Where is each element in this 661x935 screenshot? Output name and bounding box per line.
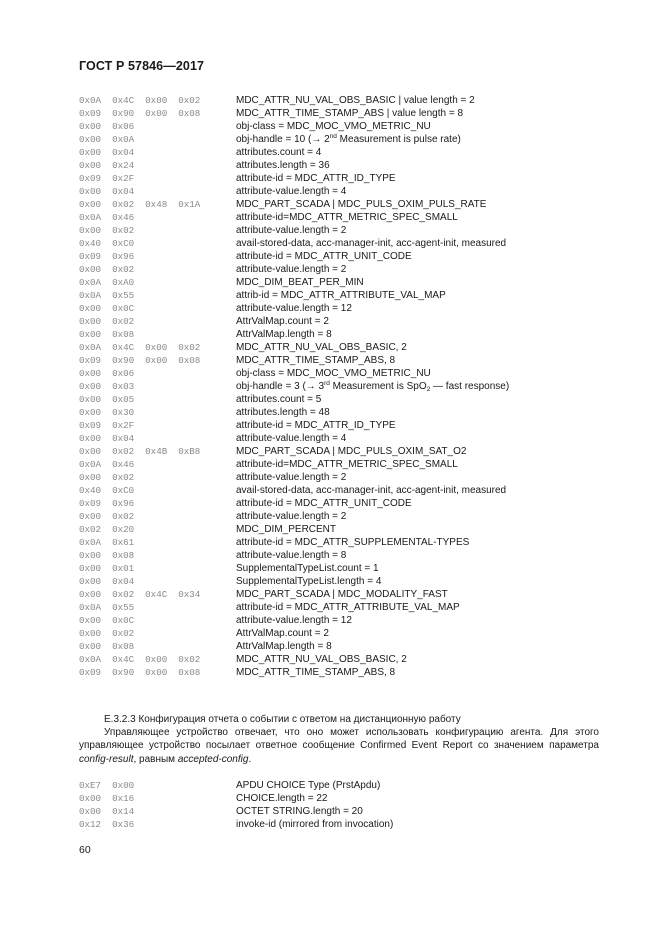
- table-row: [79, 146, 599, 159]
- byte-description: avail-stored-data, acc-manager-init, acc-agent-init, measured: [236, 238, 507, 249]
- table-row: [79, 380, 599, 393]
- hex-bytes: 0x00 0x0C: [79, 615, 135, 626]
- table-row: [79, 549, 599, 562]
- hex-bytes: 0x00 0x02: [79, 225, 135, 236]
- byte-description: attribute-id = MDC_ATTR_UNIT_CODE: [236, 251, 412, 262]
- table-row: [79, 94, 599, 107]
- hex-bytes: 0x09 0x90 0x00 0x08: [79, 355, 201, 366]
- byte-description: [236, 380, 509, 393]
- table-row: [79, 354, 599, 367]
- hex-bytes: 0xE7 0x00: [79, 780, 135, 791]
- table-row: [79, 250, 599, 263]
- table-row: [79, 471, 599, 484]
- byte-description: MDC_PART_SCADA | MDC_PULS_OXIM_PULS_RATE: [236, 199, 487, 210]
- byte-description: AttrValMap.count = 2: [236, 628, 329, 639]
- byte-description: attribute-value.length = 4: [236, 433, 347, 444]
- emphasis-term: accepted-config: [177, 753, 249, 765]
- byte-description: MDC_ATTR_TIME_STAMP_ABS, 8: [236, 355, 396, 366]
- byte-description: attributes.length = 48: [236, 407, 330, 418]
- table-row: [79, 276, 599, 289]
- byte-description: MDC_PART_SCADA | MDC_PULS_OXIM_SAT_O2: [236, 446, 467, 457]
- hex-bytes: 0x00 0x05: [79, 394, 135, 405]
- table-row: [79, 185, 599, 198]
- table-row: [79, 159, 599, 172]
- byte-description: attributes.length = 36: [236, 160, 330, 171]
- byte-description: SupplementalTypeList.count = 1: [236, 563, 379, 574]
- hex-bytes: 0x0A 0x46: [79, 212, 135, 223]
- table-row: [79, 419, 599, 432]
- byte-description: MDC_DIM_PERCENT: [236, 524, 337, 535]
- hex-bytes: 0x0A 0x61: [79, 537, 135, 548]
- hex-bytes: 0x09 0x2F: [79, 420, 135, 431]
- hex-bytes: 0x00 0x0C: [79, 303, 135, 314]
- hex-bytes: 0x00 0x02: [79, 316, 135, 327]
- hex-bytes: 0x00 0x0A: [79, 134, 135, 145]
- hex-bytes: 0x09 0x90 0x00 0x08: [79, 108, 201, 119]
- byte-description: MDC_ATTR_TIME_STAMP_ABS, 8: [236, 667, 396, 678]
- hex-bytes: 0x00 0x16: [79, 793, 135, 804]
- hex-bytes: 0x00 0x02: [79, 628, 135, 639]
- byte-description: attribute-value.length = 12: [236, 303, 352, 314]
- table-row: [79, 614, 599, 627]
- hex-bytes: 0x00 0x08: [79, 329, 135, 340]
- hex-bytes: 0x00 0x01: [79, 563, 135, 574]
- table-row: [79, 523, 599, 536]
- byte-description: attrib-id = MDC_ATTR_ATTRIBUTE_VAL_MAP: [236, 290, 446, 301]
- byte-description: attribute-id=MDC_ATTR_METRIC_SPEC_SMALL: [236, 459, 458, 470]
- byte-description: attribute-value.length = 12: [236, 615, 352, 626]
- table-row: [79, 562, 599, 575]
- hex-bytes: 0x09 0x90 0x00 0x08: [79, 667, 201, 678]
- byte-description: MDC_ATTR_NU_VAL_OBS_BASIC, 2: [236, 654, 407, 665]
- table-row: [79, 666, 599, 679]
- table-row: [79, 263, 599, 276]
- hex-bytes: 0x02 0x20: [79, 524, 135, 535]
- byte-description: attribute-value.length = 2: [236, 225, 347, 236]
- byte-description: AttrValMap.count = 2: [236, 316, 329, 327]
- document-header: ГОСТ Р 57846—2017: [79, 59, 205, 73]
- byte-description: CHOICE.length = 22: [236, 793, 328, 804]
- table-row: [79, 107, 599, 120]
- byte-description: AttrValMap.length = 8: [236, 329, 332, 340]
- byte-description: MDC_DIM_BEAT_PER_MIN: [236, 277, 364, 288]
- byte-description: [236, 133, 461, 146]
- table-row: [79, 510, 599, 523]
- byte-description: attribute-id = MDC_ATTR_ID_TYPE: [236, 173, 396, 184]
- hex-bytes: 0x0A 0xA0: [79, 277, 135, 288]
- byte-description: attribute-id = MDC_ATTR_UNIT_CODE: [236, 498, 412, 509]
- table-row: [79, 120, 599, 133]
- table-row: [79, 315, 599, 328]
- desc-text: obj-handle = 3 (→ 3: [236, 381, 325, 392]
- table-row: [79, 818, 599, 831]
- table-row: [79, 289, 599, 302]
- byte-description: MDC_ATTR_NU_VAL_OBS_BASIC | value length = 2: [236, 95, 475, 106]
- table-row: [79, 211, 599, 224]
- byte-description: SupplementalTypeList.length = 4: [236, 576, 382, 587]
- byte-description: AttrValMap.length = 8: [236, 641, 332, 652]
- hex-bytes: 0x00 0x08: [79, 550, 135, 561]
- hex-bytes: [79, 679, 236, 692]
- byte-description: obj-class = MDC_MOC_VMO_METRIC_NU: [236, 368, 431, 379]
- byte-description: avail-stored-data, acc-manager-init, acc-agent-init, measured: [236, 485, 507, 496]
- ordinal-superscript: rd: [324, 380, 330, 387]
- table-row: [79, 575, 599, 588]
- table-row: [79, 224, 599, 237]
- hex-bytes: 0x00 0x30: [79, 407, 135, 418]
- byte-description: attributes.count = 4: [236, 147, 322, 158]
- hex-bytes: 0x00 0x02: [79, 264, 135, 275]
- hex-bytes: 0x0A 0x55: [79, 290, 135, 301]
- table-row: [79, 497, 599, 510]
- hex-bytes: 0x0A 0x46: [79, 459, 135, 470]
- ordinal-superscript: nd: [329, 133, 337, 140]
- byte-description: attribute-value.length = 2: [236, 264, 347, 275]
- table-row: [79, 601, 599, 614]
- byte-description: attribute-id=MDC_ATTR_METRIC_SPEC_SMALL: [236, 212, 458, 223]
- desc-text: Measurement is pulse rate): [336, 134, 461, 145]
- byte-description: MDC_ATTR_TIME_STAMP_ABS | value length = 8: [236, 108, 464, 119]
- byte-description: attribute-id = MDC_ATTR_SUPPLEMENTAL-TYPES: [236, 537, 470, 548]
- table-row: [79, 302, 599, 315]
- hex-bytes: 0x00 0x04: [79, 576, 135, 587]
- hex-bytes: 0x0A 0x55: [79, 602, 135, 613]
- table-row: [79, 627, 599, 640]
- desc-text: — fast response): [430, 381, 510, 392]
- hex-bytes: 0x00 0x04: [79, 147, 135, 158]
- hex-bytes: 0x00 0x02 0x4B 0xB8: [79, 446, 201, 457]
- paragraph-text: , равным: [133, 753, 178, 765]
- section-paragraph: [79, 726, 599, 766]
- table-row: [79, 792, 599, 805]
- subscript: 2: [426, 386, 431, 393]
- hex-bytes: 0x00 0x04: [79, 433, 135, 444]
- table-row: [79, 341, 599, 354]
- byte-description: attributes.count = 5: [236, 394, 322, 405]
- hex-dump-table: [79, 94, 599, 692]
- table-row: [79, 679, 599, 692]
- table-row: [79, 172, 599, 185]
- hex-bytes: 0x00 0x14: [79, 806, 135, 817]
- byte-description: MDC_PART_SCADA | MDC_MODALITY_FAST: [236, 589, 448, 600]
- byte-description: attribute-value.length = 4: [236, 186, 347, 197]
- table-row: [79, 133, 599, 146]
- byte-description: invoke-id (mirrored from invocation): [236, 819, 394, 830]
- hex-bytes: 0x00 0x02 0x48 0x1A: [79, 199, 201, 210]
- table-row: [79, 484, 599, 497]
- byte-description: APDU CHOICE Type (PrstApdu): [236, 780, 381, 791]
- page-number: 60: [79, 844, 91, 856]
- byte-description: attribute-value.length = 2: [236, 472, 347, 483]
- section-heading: Е.3.2.3 Конфигурация отчета о событии с ответом на дистанционную работу: [104, 714, 461, 725]
- hex-bytes: 0x00 0x24: [79, 160, 135, 171]
- hex-bytes: 0x00 0x06: [79, 368, 135, 379]
- hex-bytes: 0x0A 0x4C 0x00 0x02: [79, 342, 201, 353]
- hex-bytes: 0x40 0xC0: [79, 485, 135, 496]
- hex-bytes: 0x09 0x96: [79, 498, 135, 509]
- hex-bytes: 0x00 0x08: [79, 641, 135, 652]
- paragraph-text: Управляющее устройство отвечает, что оно может использовать конфигурацию агента. Для этого управляющее устройство посылает ответное сообщение Confirmed Event Report со значением параметра: [79, 727, 599, 752]
- hex-bytes: 0x00 0x03: [79, 381, 135, 392]
- hex-bytes: 0x09 0x96: [79, 251, 135, 262]
- table-row: [79, 458, 599, 471]
- paragraph-text: .: [248, 753, 252, 765]
- table-row: [79, 536, 599, 549]
- byte-description: attribute-value.length = 8: [236, 550, 347, 561]
- table-row: [79, 328, 599, 341]
- hex-bytes: 0x0A 0x4C 0x00 0x02: [79, 654, 201, 665]
- table-row: [79, 198, 599, 211]
- table-row: [79, 779, 599, 792]
- hex-bytes: 0x09 0x2F: [79, 173, 135, 184]
- table-row: [79, 640, 599, 653]
- section-e-3-2-3: [79, 713, 599, 766]
- byte-description: OCTET STRING.length = 20: [236, 806, 363, 817]
- byte-description: obj-class = MDC_MOC_VMO_METRIC_NU: [236, 121, 431, 132]
- hex-bytes: 0x00 0x02 0x4C 0x34: [79, 589, 201, 600]
- hex-bytes: 0x00 0x02: [79, 472, 135, 483]
- byte-description: attribute-value.length = 2: [236, 511, 347, 522]
- table-row: [79, 588, 599, 601]
- table-row: [79, 367, 599, 380]
- table-row: [79, 432, 599, 445]
- hex-bytes: 0x0A 0x4C 0x00 0x02: [79, 95, 201, 106]
- byte-description: attribute-id = MDC_ATTR_ATTRIBUTE_VAL_MAP: [236, 602, 460, 613]
- hex-bytes: 0x00 0x04: [79, 186, 135, 197]
- desc-text: Measurement is SpO: [329, 381, 427, 392]
- hex-dump-table-2: [79, 779, 599, 831]
- byte-description: MDC_ATTR_NU_VAL_OBS_BASIC, 2: [236, 342, 407, 353]
- table-row: [79, 406, 599, 419]
- table-row: [79, 393, 599, 406]
- table-row: [79, 445, 599, 458]
- emphasis-term: config-result: [79, 753, 134, 765]
- table-row: [79, 237, 599, 250]
- hex-bytes: 0x00 0x06: [79, 121, 135, 132]
- table-row: [79, 805, 599, 818]
- byte-description: attribute-id = MDC_ATTR_ID_TYPE: [236, 420, 396, 431]
- hex-bytes: 0x12 0x36: [79, 819, 135, 830]
- hex-bytes: 0x00 0x02: [79, 511, 135, 522]
- desc-text: obj-handle = 10 (→ 2: [236, 134, 330, 145]
- hex-bytes: 0x40 0xC0: [79, 238, 135, 249]
- table-row: [79, 653, 599, 666]
